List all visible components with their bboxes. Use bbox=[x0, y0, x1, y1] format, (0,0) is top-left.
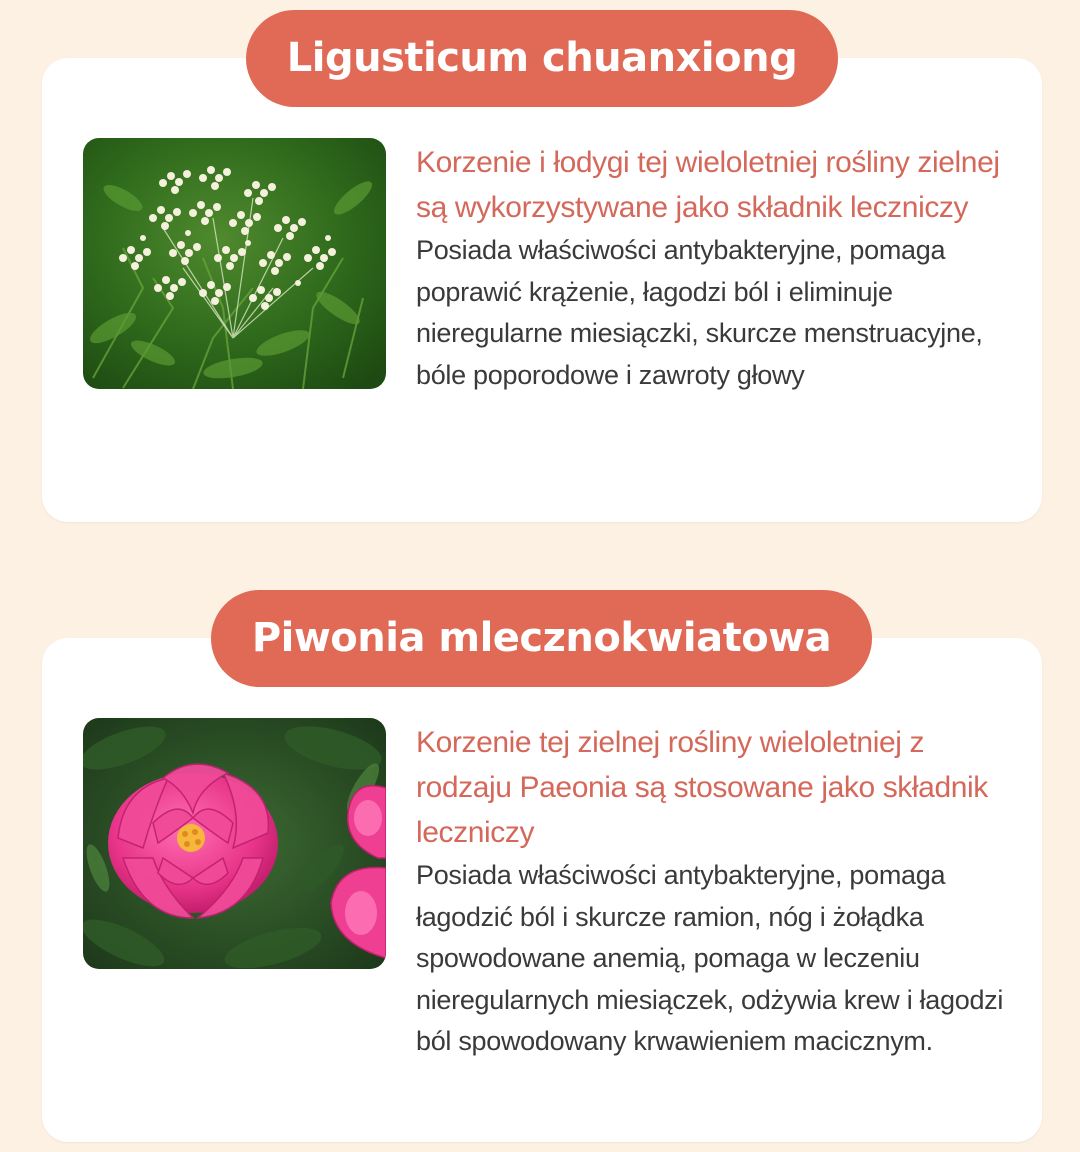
herb-title-ligusticum: Ligusticum chuanxiong bbox=[246, 10, 838, 107]
herb-subtitle-peony: Korzenie tej zielnej rośliny wieloletniej z rodzaju Paeonia są stosowane jako składnik leczniczy bbox=[416, 726, 988, 849]
peony-photo bbox=[83, 718, 386, 969]
ligusticum-photo bbox=[83, 138, 386, 389]
herb-subtitle-ligusticum: Korzenie i łodygi tej wieloletniej rośliny zielnej są wykorzystywane jako składnik leczniczy bbox=[416, 146, 1000, 224]
herb-title-peony: Piwonia mlecznokwiatowa bbox=[211, 590, 872, 687]
herb-description-ligusticum: Posiada właściwości antybakteryjne, pomaga poprawić krążenie, łagodzi ból i eliminuje nieregularne miesiączki, skurcze menstruacyjne, bóle poporodowe i zawroty głowy bbox=[416, 235, 983, 390]
herb-text-ligusticum bbox=[416, 140, 1016, 396]
herb-text-peony bbox=[416, 720, 1016, 1063]
herb-description-peony: Posiada właściwości antybakteryjne, pomaga łagodzić ból i skurcze ramion, nóg i żołądka spowodowane anemią, pomaga w leczeniu nieregularnych miesiączek, odżywia krew i łagodzi ból spowodowany krwawieniem macicznym. bbox=[416, 860, 1004, 1056]
